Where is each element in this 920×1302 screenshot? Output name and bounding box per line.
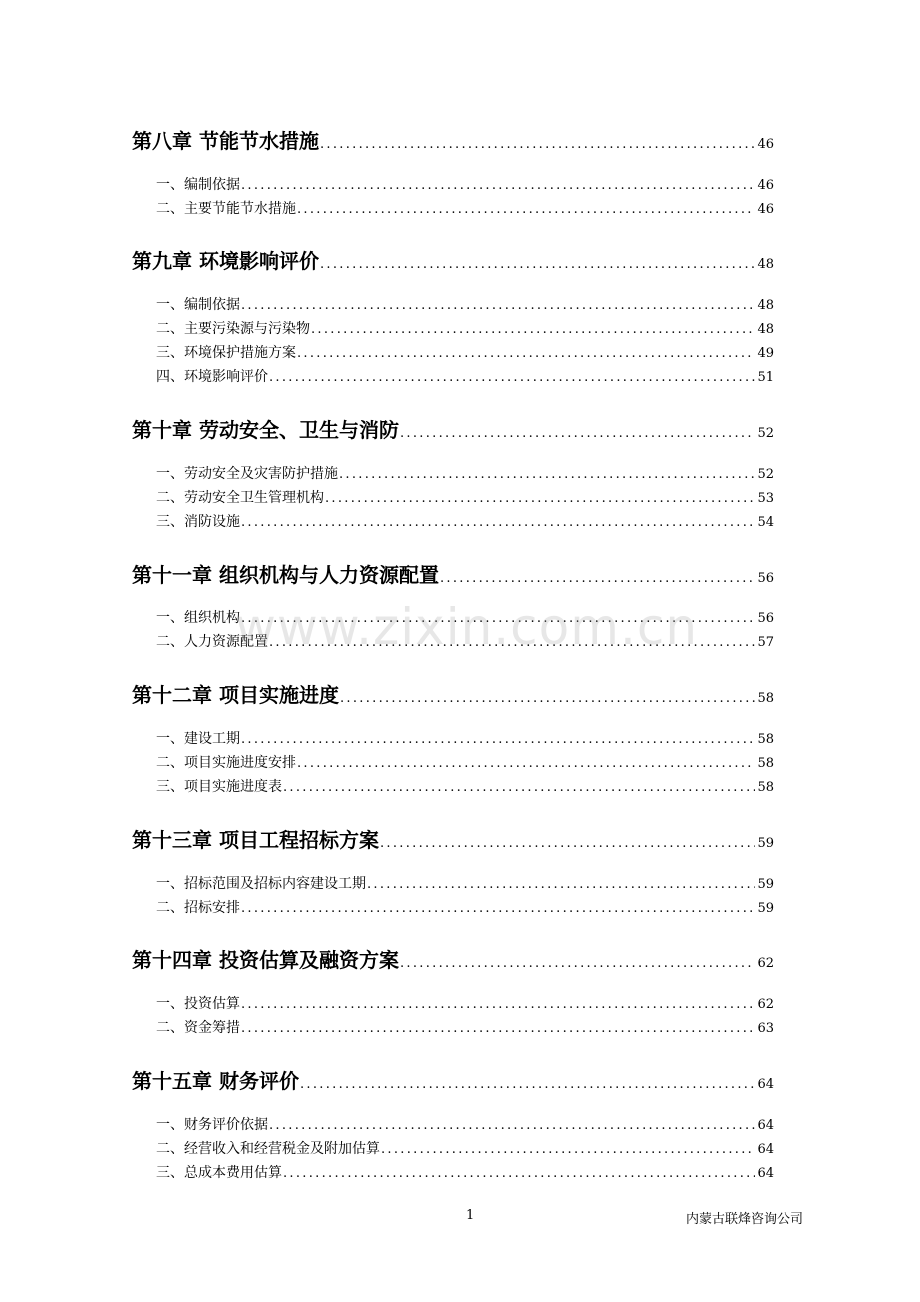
dot-leader	[339, 467, 755, 482]
dot-leader	[241, 1021, 755, 1036]
dot-leader	[340, 691, 755, 705]
toc-page-number: 64	[757, 1077, 774, 1091]
toc-page-number: 52	[757, 467, 774, 482]
dot-leader	[311, 322, 755, 337]
toc-page-number: 46	[757, 178, 774, 193]
toc-section-entry[interactable]	[156, 294, 774, 314]
toc-section-entry[interactable]	[156, 511, 774, 531]
dot-leader	[381, 1142, 755, 1157]
toc-section-entry[interactable]	[156, 776, 774, 796]
dot-leader	[241, 178, 755, 193]
dot-leader	[241, 997, 755, 1012]
toc-page-number: 58	[757, 691, 774, 705]
toc-section-entry[interactable]	[156, 487, 774, 507]
toc-page-number: 59	[757, 836, 774, 850]
toc-page-number: 48	[757, 257, 774, 271]
toc-chapter-title: 第十二章 项目实施进度	[132, 683, 339, 705]
toc-page-number: 46	[757, 137, 774, 151]
toc-chapter-entry[interactable]	[132, 679, 774, 705]
toc-chapter-entry[interactable]	[132, 824, 774, 850]
dot-leader	[241, 298, 755, 313]
toc-chapter-title: 第九章 环境影响评价	[132, 249, 319, 271]
toc-section-title: 二、主要节能节水措施	[156, 201, 296, 217]
toc-section-title: 一、编制依据	[156, 177, 240, 193]
toc-chapter-entry[interactable]	[132, 1065, 774, 1091]
toc-section-entry[interactable]	[156, 993, 774, 1013]
toc-page-number: 58	[757, 780, 774, 795]
dot-leader	[297, 756, 755, 771]
dot-leader	[241, 732, 755, 747]
toc-page-number: 52	[757, 426, 774, 440]
toc-chapter-entry[interactable]	[132, 944, 774, 970]
toc-chapter-title: 第十五章 财务评价	[132, 1069, 299, 1091]
watermark: www.zixin.com.cn	[235, 598, 699, 656]
toc-section-title: 二、主要污染源与污染物	[156, 321, 310, 337]
toc-section-entry[interactable]	[156, 873, 774, 893]
toc-page-number: 48	[757, 322, 774, 337]
toc-section-entry[interactable]	[156, 631, 774, 651]
dot-leader	[380, 836, 755, 850]
dot-leader	[241, 901, 755, 916]
toc-section-title: 三、项目实施进度表	[156, 779, 282, 795]
toc-section-title: 一、招标范围及招标内容建设工期	[156, 876, 366, 892]
toc-page-number: 58	[757, 732, 774, 747]
dot-leader	[440, 571, 755, 585]
footer-company-name: 内蒙古联烽咨询公司	[686, 1212, 804, 1227]
toc-page-number: 64	[757, 1118, 774, 1133]
toc-page-number: 57	[757, 635, 774, 650]
toc-section-title: 四、环境影响评价	[156, 369, 268, 385]
toc-chapter-entry[interactable]	[132, 414, 774, 440]
toc-chapter-title: 第八章 节能节水措施	[132, 129, 319, 151]
toc-section-title: 一、编制依据	[156, 297, 240, 313]
toc-section-entry[interactable]	[156, 318, 774, 338]
toc-chapter-entry[interactable]	[132, 245, 774, 271]
toc-page-number: 62	[757, 997, 774, 1012]
toc-section-entry[interactable]	[156, 198, 774, 218]
toc-page-number: 53	[757, 491, 774, 506]
dot-leader	[400, 426, 755, 440]
toc-page-number: 63	[757, 1021, 774, 1036]
toc-chapter-title: 第十章 劳动安全、卫生与消防	[132, 418, 399, 440]
toc-section-title: 三、总成本费用估算	[156, 1165, 282, 1181]
toc-page-number: 46	[757, 202, 774, 217]
toc-page-number: 51	[757, 370, 774, 385]
footer-page-number: 1	[466, 1208, 475, 1223]
toc-page-number: 56	[757, 571, 774, 585]
toc-section-entry[interactable]	[156, 728, 774, 748]
toc-section-title: 二、项目实施进度安排	[156, 755, 296, 771]
toc-page-number: 58	[757, 756, 774, 771]
dot-leader	[320, 137, 755, 151]
dot-leader	[269, 370, 755, 385]
toc-section-title: 二、经营收入和经营税金及附加估算	[156, 1141, 380, 1157]
toc-section-title: 三、环境保护措施方案	[156, 345, 296, 361]
toc-section-title: 一、投资估算	[156, 996, 240, 1012]
toc-section-entry[interactable]	[156, 342, 774, 362]
toc-page-number: 49	[757, 346, 774, 361]
toc-page-number: 48	[757, 298, 774, 313]
dot-leader	[283, 780, 755, 795]
toc-section-entry[interactable]	[156, 1017, 774, 1037]
dot-leader	[300, 1077, 755, 1091]
toc-section-entry[interactable]	[156, 463, 774, 483]
toc-section-title: 二、资金筹措	[156, 1020, 240, 1036]
toc-page-number: 62	[757, 956, 774, 970]
dot-leader	[269, 635, 755, 650]
toc-chapter-entry[interactable]	[132, 559, 774, 585]
dot-leader	[367, 877, 755, 892]
dot-leader	[320, 257, 755, 271]
toc-section-entry[interactable]	[156, 1114, 774, 1134]
toc-section-entry[interactable]	[156, 1138, 774, 1158]
toc-page-number: 56	[757, 611, 774, 626]
dot-leader	[297, 202, 755, 217]
toc-page-number: 59	[757, 901, 774, 916]
dot-leader	[241, 611, 755, 626]
toc-section-title: 二、人力资源配置	[156, 634, 268, 650]
toc-page-number: 64	[757, 1166, 774, 1181]
toc-section-title: 一、组织机构	[156, 610, 240, 626]
dot-leader	[400, 956, 755, 970]
toc-page-number: 59	[757, 877, 774, 892]
toc-page-number: 64	[757, 1142, 774, 1157]
toc-section-entry[interactable]	[156, 174, 774, 194]
dot-leader	[241, 515, 755, 530]
toc-section-title: 二、劳动安全卫生管理机构	[156, 490, 324, 506]
dot-leader	[283, 1166, 755, 1181]
toc-section-title: 一、劳动安全及灾害防护措施	[156, 466, 338, 482]
dot-leader	[297, 346, 755, 361]
toc-section-entry[interactable]	[156, 897, 774, 917]
toc-section-entry[interactable]	[156, 1162, 774, 1182]
toc-section-title: 一、财务评价依据	[156, 1117, 268, 1133]
toc-chapter-entry[interactable]	[132, 125, 774, 151]
toc-section-entry[interactable]	[156, 752, 774, 772]
toc-section-entry[interactable]	[156, 366, 774, 386]
toc-page-number: 54	[757, 515, 774, 530]
toc-section-title: 三、消防设施	[156, 514, 240, 530]
toc-chapter-title: 第十一章 组织机构与人力资源配置	[132, 563, 439, 585]
toc-section-title: 一、建设工期	[156, 731, 240, 747]
toc-chapter-title: 第十四章 投资估算及融资方案	[132, 948, 399, 970]
dot-leader	[325, 491, 755, 506]
toc-section-entry[interactable]	[156, 607, 774, 627]
toc-section-title: 二、招标安排	[156, 900, 240, 916]
dot-leader	[269, 1118, 755, 1133]
toc-chapter-title: 第十三章 项目工程招标方案	[132, 828, 379, 850]
